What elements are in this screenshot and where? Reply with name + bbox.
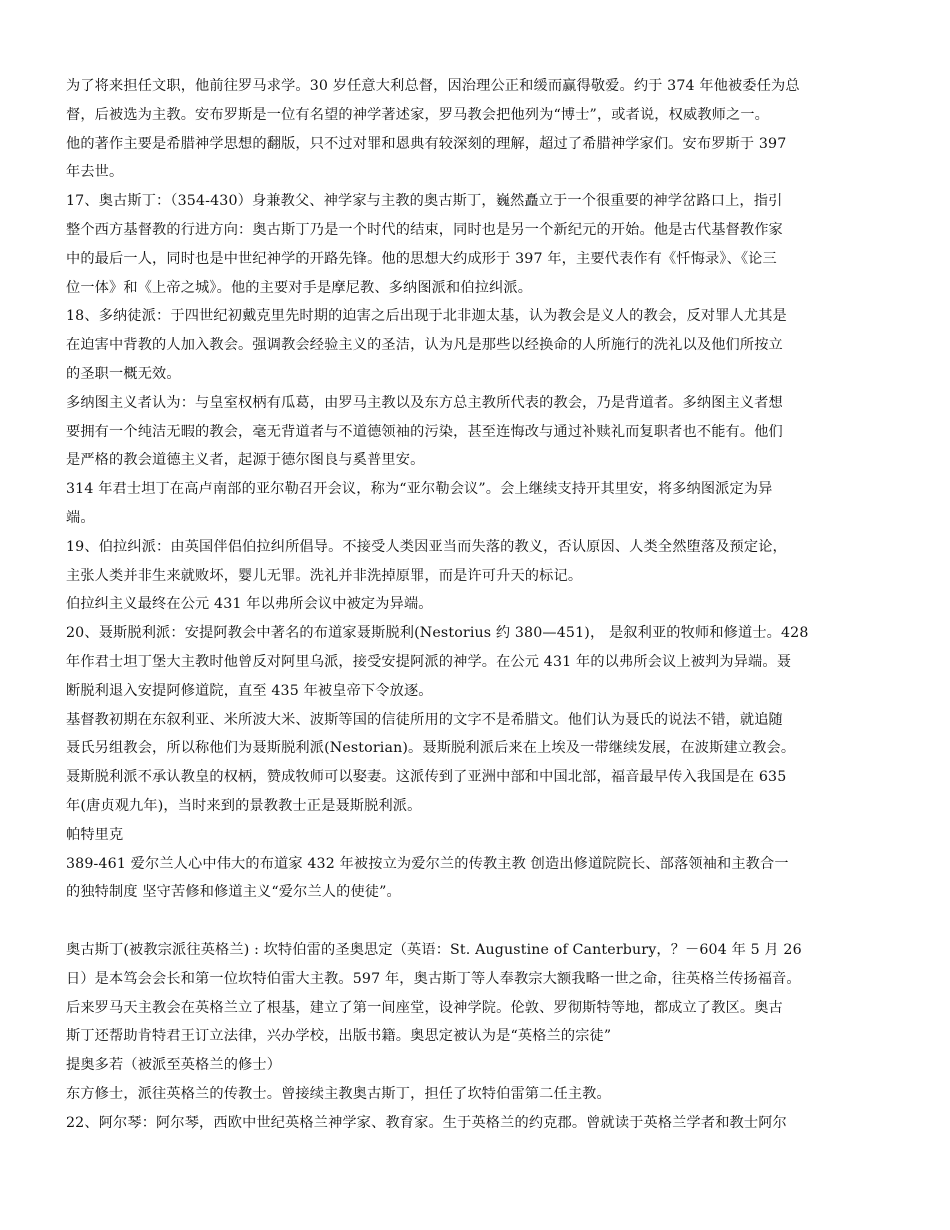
text-line: 伯拉纠主义最终在公元 431 年以弗所会议中被定为异端。: [66, 596, 433, 613]
text-line: 基督教初期在东叙利亚、米所波大米、波斯等国的信徒所用的文字不是希腊文。他们认为聂氏的说法不错，就追随: [66, 711, 783, 728]
text-line: 中的最后一人，同时也是中世纪神学的开路先锋。他的思想大约成形于 397 年，主要代表作有《忏悔录》、《论三: [66, 250, 777, 267]
text-line: 314 年君士坦丁在高卢南部的亚尔勒召开会议，称为“亚尔勒会议”。会上继续支持开其里安，将多纳图派定为异: [66, 481, 773, 498]
text-line: 斯丁还帮助肯特君王订立法律，兴办学校，出版书籍。奥思定被认为是“英格兰的宗徒”: [66, 1028, 612, 1045]
text-line: 在迫害中背教的人加入教会。强调教会经验主义的圣洁，认为凡是那些以经换命的人所施行的洗礼以及他们所按立: [66, 337, 783, 354]
text-line: 主张人类并非生来就败坏，婴儿无罪。洗礼并非洗掉原罪，而是许可升天的标记。: [66, 567, 583, 584]
text-line: 后来罗马天主教会在英格兰立了根基，建立了第一间座堂，设神学院。伦敦、罗彻斯特等地，都成立了教区。奥古: [66, 999, 783, 1016]
text-line: 东方修士，派往英格兰的传教士。曾接续主教奥古斯丁，担任了坎特伯雷第二任主教。: [66, 1085, 611, 1102]
text-line: 年作君士坦丁堡大主教时他曾反对阿里乌派，接受安提阿派的神学。在公元 431 年的以弗所会议上被判为异端。聂: [66, 653, 792, 670]
text-line: 的圣职一概无效。: [66, 365, 181, 382]
text-line: 20、聂斯脱利派：安提阿教会中著名的布道家聂斯脱利(Nestorius 约 380—451)， 是叙利亚的牧师和修道士。428: [66, 625, 809, 642]
text-line: 聂氏另组教会，所以称他们为聂斯脱利派(Nestorian)。聂斯脱利派后来在上埃及一带继续发展，在波斯建立教会。: [66, 740, 796, 757]
blank-line: [66, 907, 892, 936]
text-line: 17、奥古斯丁：（354-430）身兼教父、神学家与主教的奥古斯丁，巍然矗立于一个很重要的神学岔路口上，指引: [66, 193, 783, 210]
text-line: 389-461 爱尔兰人心中伟大的布道家 432 年被按立为爱尔兰的传教主教 创造出修道院院长、部落领袖和主教合一: [66, 855, 789, 872]
text-line: 年(唐贞观九年)，当时来到的景教教士正是聂斯脱利派。: [66, 797, 422, 814]
text-line: 聂斯脱利派不承认教皇的权柄，赞成牧师可以娶妻。这派传到了亚洲中部和中国北部，福音最早传入我国是在 635: [66, 769, 787, 786]
text-line: 22、阿尔琴：阿尔琴，西欧中世纪英格兰神学家、教育家。生于英格兰的约克郡。曾就读于英格兰学者和教士阿尔: [66, 1114, 787, 1131]
text-line: 帕特里克: [66, 826, 124, 843]
text-line: 奥古斯丁(被教宗派往英格兰) : 坎特伯雷的圣奥思定（英语：St. Augustine of Canterbury，？－604 年 5 月 26: [66, 941, 802, 958]
text-line: 的独特制度 坚守苦修和修道主义“爱尔兰人的使徒”。: [66, 884, 401, 901]
text-line: 督，后被选为主教。安布罗斯是一位有名望的神学著述家，罗马教会把他列为“博士”，或者说，权威教师之一。: [66, 106, 770, 123]
text-line: 为了将来担任文职，他前往罗马求学。30 岁任意大利总督，因治理公正和缓而赢得敬爱。约于 374 年他被委任为总: [66, 78, 800, 94]
text-line: 是严格的教会道德主义者，起源于德尔图良与奚普里安。: [66, 452, 425, 469]
text-line: 位一体》和《上帝之城》。他的主要对手是摩尼教、多纳图派和伯拉纠派。: [66, 279, 533, 296]
text-line: 18、多纳徒派：于四世纪初戴克里先时期的迫害之后出现于北非迦太基，认为教会是义人的教会，反对罪人尤其是: [66, 308, 787, 325]
text-line: 断脱利退入安提阿修道院，直至 435 年被皇帝下令放逐。: [66, 682, 433, 699]
text-line: 整个西方基督教的行进方向：奥古斯丁乃是一个时代的结束，同时也是另一个新纪元的开始。他是古代基督教作家: [66, 221, 783, 238]
text-line: 提奥多若（被派至英格兰的修士）: [66, 1057, 282, 1074]
text-line: 端。: [66, 509, 95, 526]
text-line: 他的著作主要是希腊神学思想的翻版，只不过对罪和恩典有较深刻的理解，超过了希腊神学家们。安布罗斯于 397: [66, 135, 787, 152]
text-line: 要拥有一个纯洁无暇的教会，毫无背道者与不道德领袖的污染，甚至连悔改与通过补赎礼而复职者也不能有。他们: [66, 423, 783, 440]
text-line: 多纳图主义者认为：与皇室权柄有瓜葛，由罗马主教以及东方总主教所代表的教会，乃是背道者。多纳图主义者想: [66, 394, 783, 411]
text-line: 日）是本笃会会长和第一位坎特伯雷大主教。597 年，奥古斯丁等人奉教宗大额我略一世之命，往英格兰传扬福音。: [66, 970, 801, 987]
text-line: 19、伯拉纠派：由英国伴侣伯拉纠所倡导。不接受人类因亚当而失落的教义，否认原因、人类全然堕落及预定论，: [66, 538, 787, 555]
document-page: [66, 72, 892, 1137]
text-line: 年去世。: [66, 164, 124, 181]
